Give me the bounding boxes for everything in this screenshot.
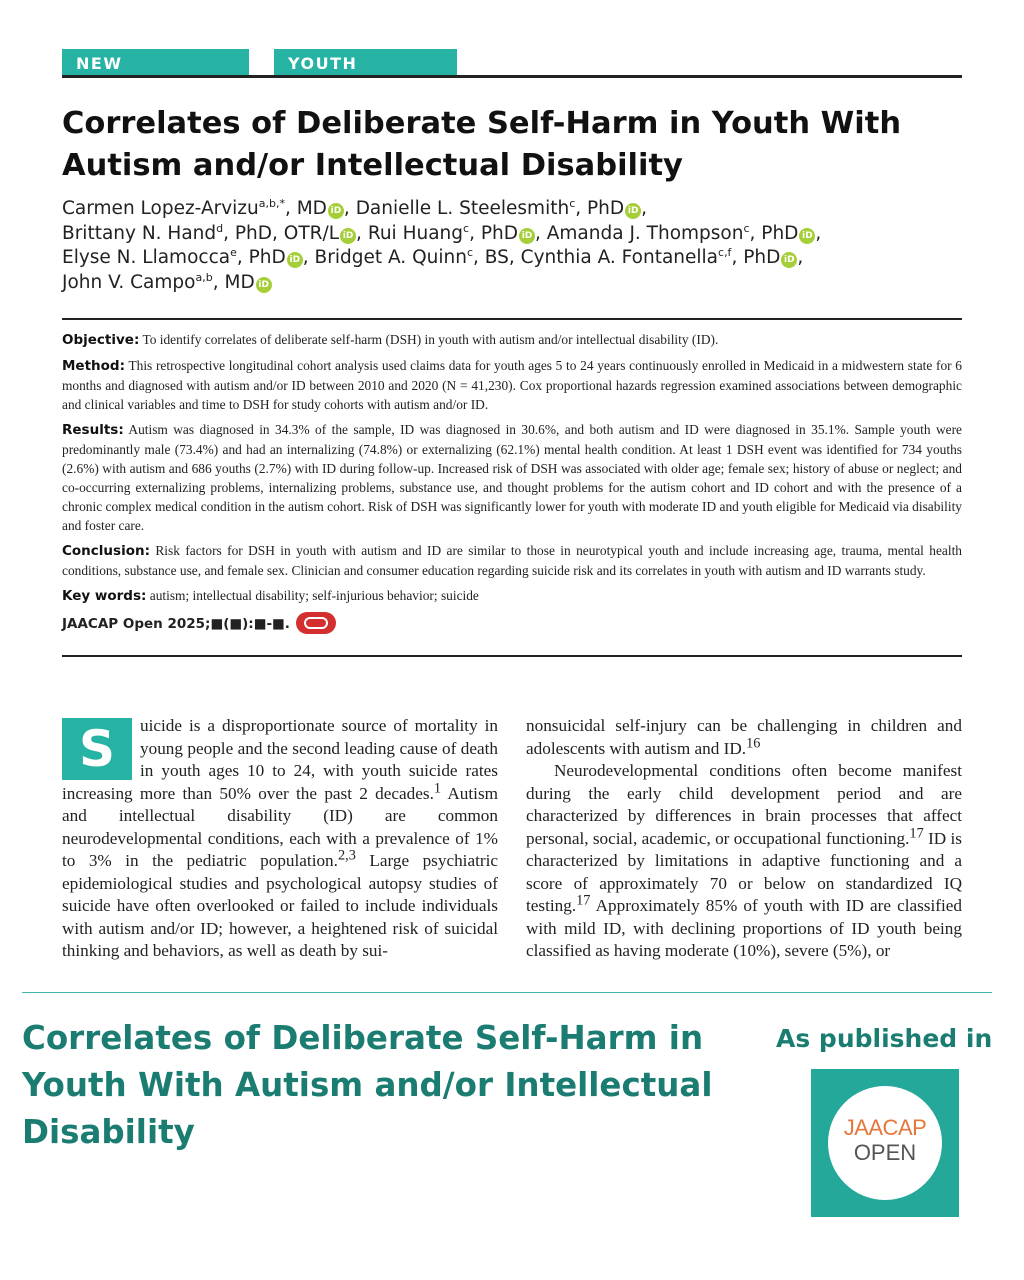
results-text: Autism was diagnosed in 34.3% of the sample, ID was diagnosed in 30.6%, and both autism and ID were diagnosed in 35.1%. Sample youth were predominantly male (73.4%) and had an internalizing (74.8%) or externalizing (62.1%) mental health condition. At least 1 DSH event was identified for 734 youths (2.6%) with autism and 686 youths (2.7%) with ID during follow-up. Increased risk of DSH was associated with older age; female sex; history of abuse or neglect; and co-occurring externalizing problems, internalizing problems, substance use, and thought problems for the autism cohort and ID cohort and with the presence of a chronic complex medical condition in the autism cohort. Risk of DSH was significantly lower for youth with moderate ID and youth eligible for Medicaid via disability and foster care.	[62, 422, 963, 533]
author-affiliation: c	[466, 245, 474, 259]
reference-marker[interactable]: 17	[576, 892, 591, 909]
author-name: Cynthia A. Fontanella	[520, 247, 719, 268]
body-column-left	[62, 715, 498, 963]
published-in-label: As published in	[776, 1024, 993, 1053]
body-text: Neurodevelopmental conditions often become manifest during the early child development period and are characterized by differences in brain processes that affect personal, social, academic, or occupational functioning.	[526, 761, 962, 848]
orcid-icon[interactable]: iD	[328, 203, 344, 219]
method-text: This retrospective longitudinal cohort analysis used claims data for youth ages 5 to 24 years continuously enrolled in Medicaid in a midwestern state for 6 months and diagnosed with autism and/or ID between 2010 and 2020 (N = 41,230). Cox proportional hazards regression examined associations between demographic and clinical variables and time to DSH for study cohorts with autism and/or ID.	[62, 358, 962, 412]
abstract-method	[62, 356, 962, 414]
author-degree: , BS	[473, 247, 509, 268]
journal-citation	[62, 612, 962, 634]
header-rule	[62, 75, 962, 78]
author-affiliation: c	[463, 221, 470, 235]
tag-new-research: NEW RESEARCH	[62, 49, 249, 77]
keywords-text: autism; intellectual disability; self-injurious behavior; suicide	[149, 588, 479, 603]
author-degree: , MD	[212, 271, 255, 293]
caption-title: Correlates of Deliberate Self-Harm in Youth With Autism and/or Intellectual Disability	[22, 1019, 713, 1151]
body-paragraph	[526, 715, 962, 760]
author-name: Brittany N. Hand	[62, 222, 217, 244]
author-degree: , PhD	[236, 247, 286, 268]
article-title: Correlates of Deliberate Self-Harm in Youth With Autism and/or Intellectual Disability	[62, 106, 902, 183]
abstract-top-rule	[62, 318, 962, 320]
body-text: nonsuicidal self-injury can be challenging in children and adolescents with autism and ID.	[526, 716, 962, 758]
conclusion-label: Conclusion:	[62, 543, 150, 559]
author-list: Carmen Lopez-Arvizu$^{a,b,*}$, MD iD , Danielle L. Steelesmith$^c$, PhD iD , Brittany N. Hand$^d$, PhD, OTR/L iD , Rui Huang$^c$, PhD iD , Amanda J. Thompson$^c$, PhD iD , Elyse N. Llamocca$^e$, PhD iD , Bridget A. Quinn$^c$, BS, Cynthia A. Fontanella$^{c,f}$, PhD iD , John V. Campo$^{a,b}$, MD iD	[62, 196, 822, 293]
caption-divider	[22, 992, 992, 993]
abstract	[62, 330, 962, 634]
author-affiliation: a,b,*	[258, 196, 285, 210]
logo-text-open: OPEN	[853, 1140, 917, 1165]
author-name: Bridget A. Quinn	[314, 247, 467, 268]
author-degree: , PhD	[575, 198, 625, 219]
objective-label: Objective:	[62, 332, 140, 348]
body-text: uicide is a disproportionate source of mortality in young people and the second leading cause of death in youth ages 10 to 24, with youth suicide rates increasing more than 50% over the past 2 decades.	[62, 716, 498, 803]
citation-text: JAACAP Open 2025;■(■):■-■.	[62, 616, 290, 632]
body-paragraph	[526, 760, 962, 963]
author-degree: , PhD	[731, 247, 781, 268]
author-degree: , PhD	[469, 222, 518, 244]
author-affiliation: d	[216, 221, 224, 235]
body-text: Autism and intellectual disability (ID) are common neurodevelopmental conditions, each with a prevalence of 1% to 3% in the pediatric population.	[62, 783, 499, 870]
body-text: ID is characterized by limitations in adaptive functioning and a score of approximately 70 or below on standardized IQ testing.	[526, 828, 962, 915]
logo-text-jaacap: JAACAP	[843, 1115, 927, 1140]
author-name: Danielle L. Steelesmith	[355, 198, 570, 219]
orcid-icon[interactable]: iD	[799, 228, 815, 244]
author-affiliation: c,f	[718, 245, 732, 259]
objective-text: To identify correlates of deliberate self-harm (DSH) in youth with autism and/or intellectual disability (ID).	[142, 332, 719, 347]
abstract-bottom-rule	[62, 655, 962, 657]
orcid-icon[interactable]: iD	[287, 252, 303, 268]
abstract-objective	[62, 330, 962, 350]
author-affiliation: e	[230, 245, 237, 259]
method-label: Method:	[62, 358, 125, 374]
reference-marker[interactable]: 17	[909, 824, 924, 841]
author-name: Carmen Lopez-Arvizu	[62, 198, 259, 219]
orcid-icon[interactable]: iD	[256, 277, 272, 293]
reference-marker[interactable]: 1	[433, 779, 442, 796]
body-paragraph	[62, 715, 498, 963]
keywords-label: Key words:	[62, 588, 147, 604]
abstract-conclusion	[62, 541, 962, 580]
author-degree: , PhD	[749, 222, 799, 244]
author-name: Elyse N. Llamocca	[62, 247, 231, 268]
author-degree: , PhD, OTR/L	[223, 222, 340, 244]
reference-marker[interactable]: 16	[746, 734, 761, 751]
author-name: Rui Huang	[367, 222, 464, 244]
author-affiliation: c	[743, 221, 750, 235]
conclusion-text: Risk factors for DSH in youth with autism and ID are similar to those in neurotypical youth and include increasing age, trauma, mental health conditions, substance use, and female sex. Clinician and consumer education regarding suicide risk and its correlates in youth with autism and ID warrants study.	[62, 543, 962, 578]
reference-marker[interactable]: 2,3	[337, 847, 356, 864]
author-affiliation: c	[569, 196, 576, 210]
author-affiliation: a,b	[195, 270, 213, 284]
body-text: Large psychiatric epidemiological studies and psychological autopsy studies of suicide have often overlooked or failed to include individuals with autism and/or ID; however, a heightened risk of suicidal thinking and behaviors, as well as death by sui-	[62, 851, 498, 960]
tag-youth-suicide: YOUTH SUICIDE	[274, 49, 457, 77]
author-name: Amanda J. Thompson	[546, 222, 744, 244]
abstract-results	[62, 420, 962, 535]
orcid-icon[interactable]: iD	[781, 252, 797, 268]
body-text: Approximately 85% of youth with ID are classified with mild ID, with declining proportions of ID youth being classified as having moderate (10%), severe (5%), or	[526, 896, 962, 960]
results-label: Results:	[62, 422, 124, 438]
drop-cap: S	[62, 718, 132, 780]
orcid-icon[interactable]: iD	[519, 228, 535, 244]
jaacap-open-logo	[811, 1069, 959, 1217]
author-name: John V. Campo	[62, 271, 196, 293]
body-column-right	[526, 715, 962, 963]
crossmark-icon[interactable]	[296, 612, 336, 634]
logo-circle	[828, 1086, 942, 1200]
author-degree: , MD	[284, 198, 327, 219]
orcid-icon[interactable]: iD	[625, 203, 641, 219]
abstract-keywords	[62, 586, 962, 606]
orcid-icon[interactable]: iD	[340, 228, 356, 244]
